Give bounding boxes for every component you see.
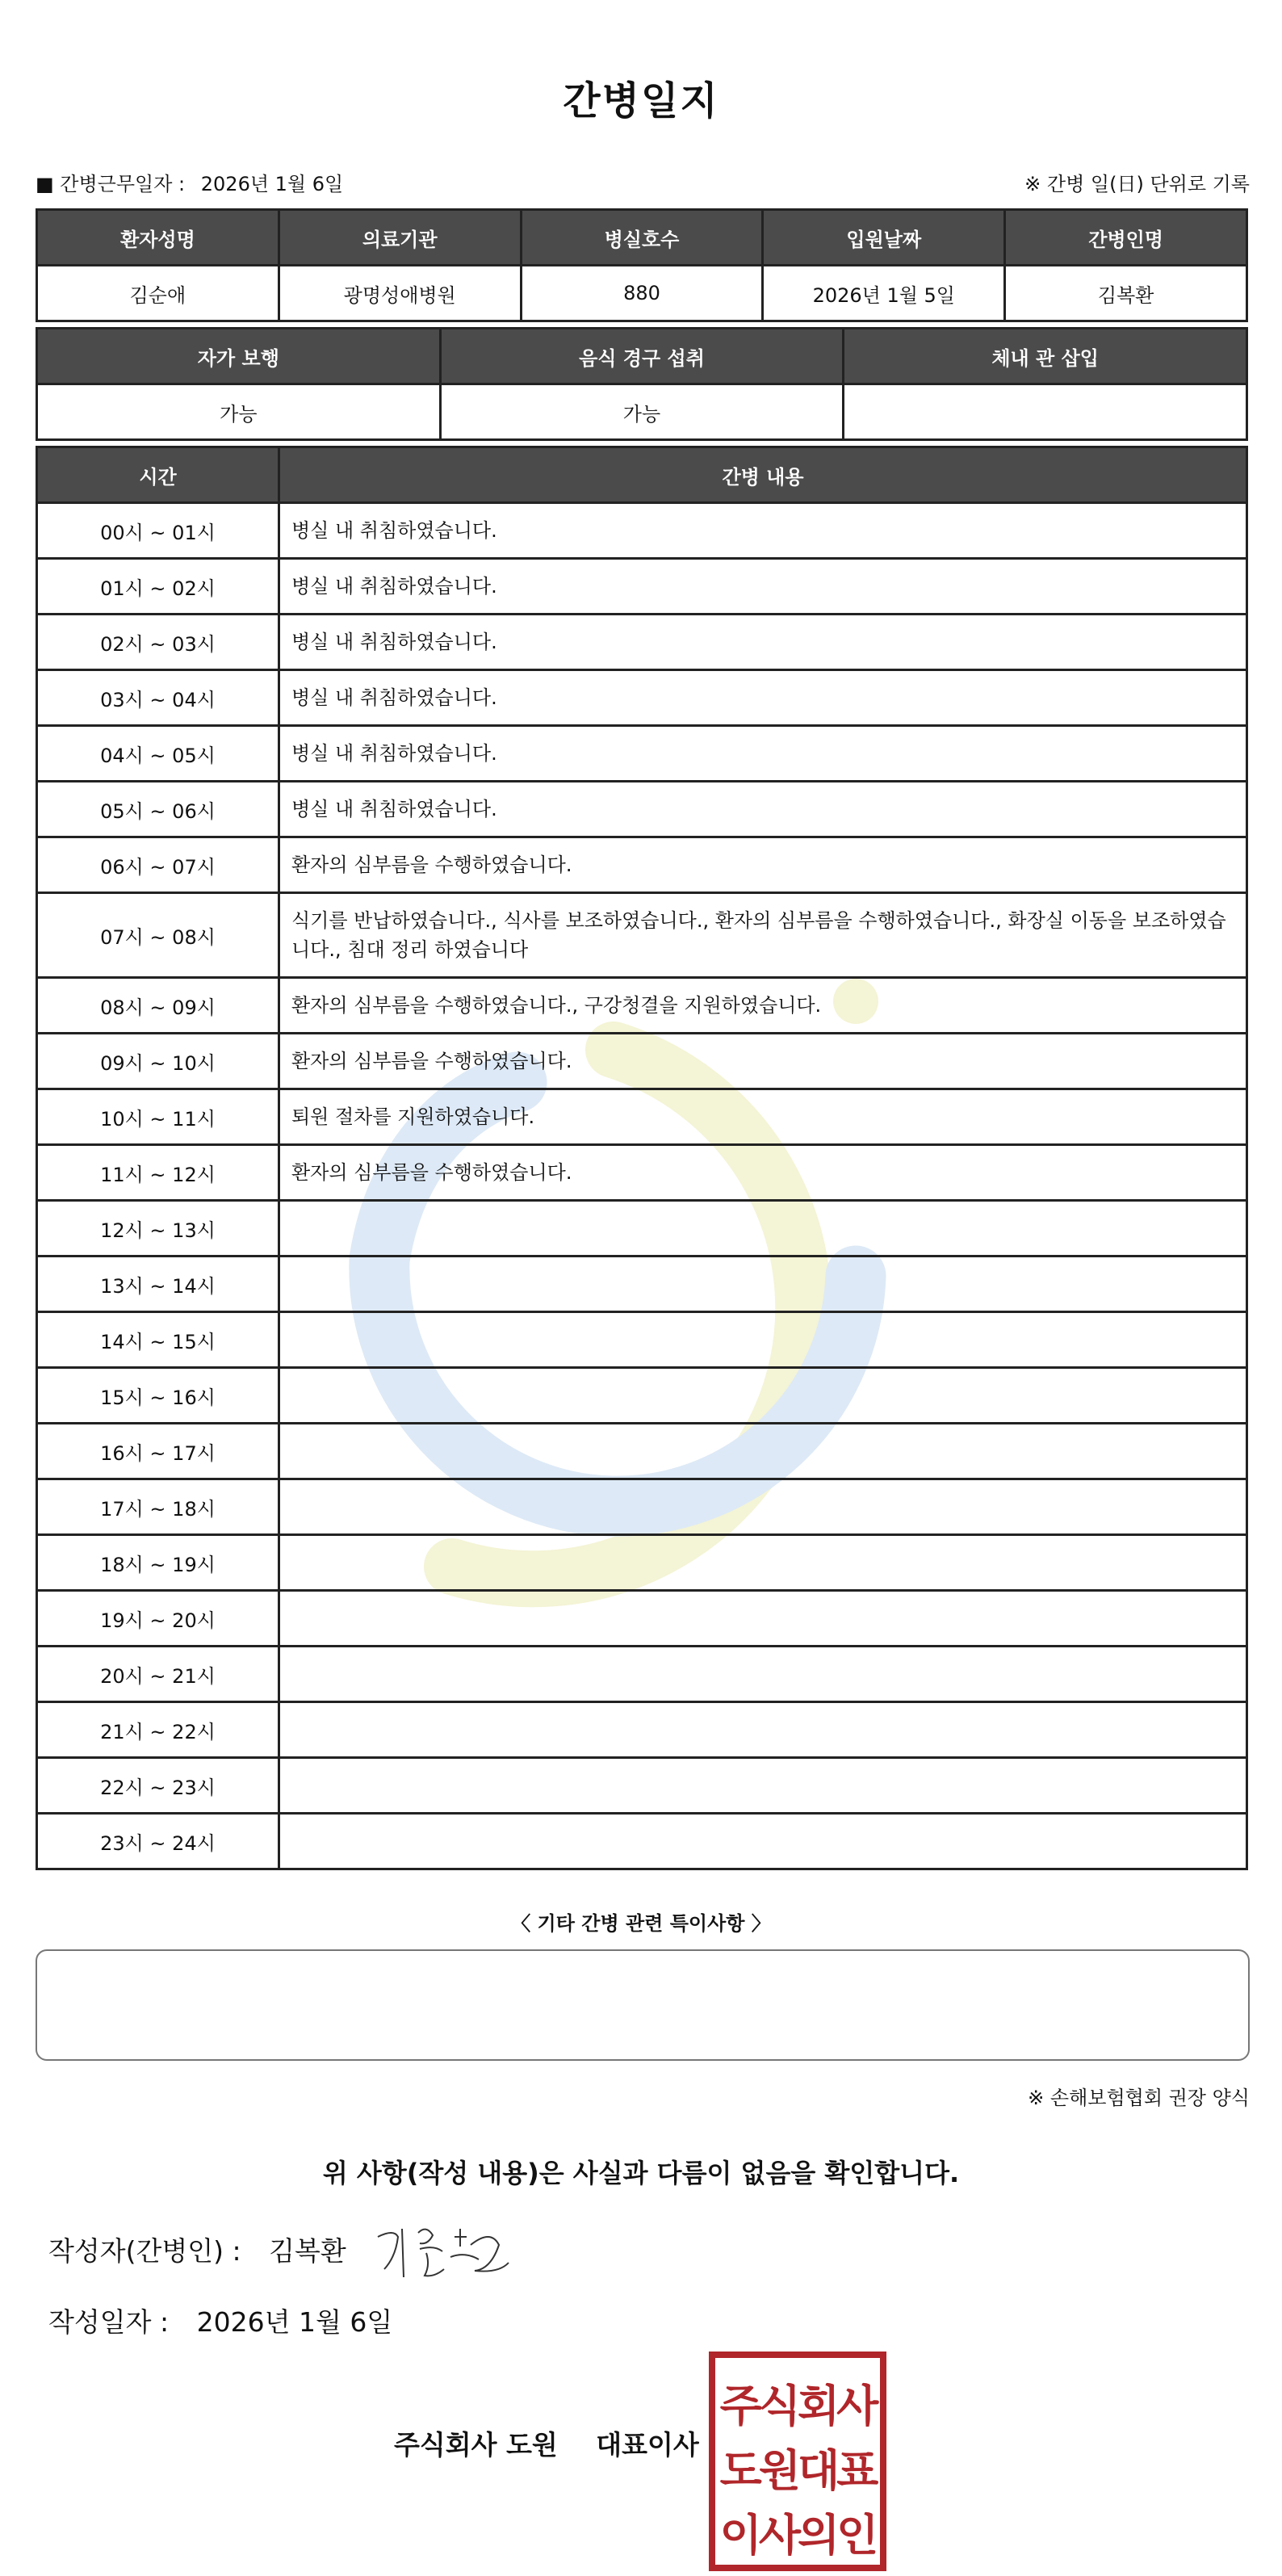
header-tube-insertion: 체내 관 삽입 xyxy=(844,329,1247,384)
written-date-line xyxy=(48,2301,392,2339)
header-room: 병실호수 xyxy=(521,210,763,266)
table-row xyxy=(37,1089,1247,1145)
room-number: 880 xyxy=(521,266,763,321)
table-row xyxy=(37,1814,1247,1869)
log-content xyxy=(279,1702,1247,1758)
header-self-walking: 자가 보행 xyxy=(37,329,441,384)
header-oral-intake: 음식 경구 섭취 xyxy=(440,329,844,384)
log-content xyxy=(279,1312,1247,1368)
seal-line-3: 이사의인 xyxy=(719,2510,876,2561)
log-content: 병실 내 취침하였습니다. xyxy=(279,559,1247,615)
company-role: 대표이사 xyxy=(596,2429,699,2461)
table-row xyxy=(37,615,1247,670)
log-content xyxy=(279,1591,1247,1647)
table-row xyxy=(37,1591,1247,1647)
header-admission-date: 입원날짜 xyxy=(763,210,1005,266)
log-time: 03시 ~ 04시 xyxy=(37,670,279,726)
table-row xyxy=(37,1479,1247,1535)
caregiver-name: 김복환 xyxy=(1005,266,1247,321)
log-content xyxy=(279,1201,1247,1257)
patient-info-table xyxy=(36,208,1248,322)
log-time: 22시 ~ 23시 xyxy=(37,1758,279,1814)
log-time: 11시 ~ 12시 xyxy=(37,1145,279,1201)
log-content: 환자의 심부름을 수행하였습니다., 구강청결을 지원하였습니다. xyxy=(279,978,1247,1034)
table-row xyxy=(37,1702,1247,1758)
seal-line-1: 주식회사 xyxy=(719,2381,876,2431)
table-row xyxy=(37,1312,1247,1368)
log-time: 19시 ~ 20시 xyxy=(37,1591,279,1647)
table-row xyxy=(37,1424,1247,1479)
company-name: 주식회사 도원 xyxy=(394,2429,558,2461)
log-time: 15시 ~ 16시 xyxy=(37,1368,279,1424)
header-care-content: 간병 내용 xyxy=(279,447,1247,503)
log-content xyxy=(279,1424,1247,1479)
patient-name: 김순애 xyxy=(37,266,279,321)
status-header-row xyxy=(37,329,1247,384)
notes-title: 〈 기타 간병 관련 특이사항 〉 xyxy=(511,1912,771,1935)
table-row xyxy=(37,1257,1247,1312)
admission-date: 2026년 1월 5일 xyxy=(763,266,1005,321)
log-time: 08시 ~ 09시 xyxy=(37,978,279,1034)
writer-name: 김복환 xyxy=(269,2235,346,2267)
log-content: 환자의 심부름을 수행하였습니다. xyxy=(279,837,1247,893)
log-time: 06시 ~ 07시 xyxy=(37,837,279,893)
log-content: 퇴원 절차를 지원하였습니다. xyxy=(279,1089,1247,1145)
recommend-note: ※ 손해보험협회 권장 양식 xyxy=(1028,2087,1250,2109)
log-time: 09시 ~ 10시 xyxy=(37,1034,279,1089)
log-time: 14시 ~ 15시 xyxy=(37,1312,279,1368)
header-caregiver-name: 간병인명 xyxy=(1005,210,1247,266)
table-row xyxy=(37,503,1247,559)
patient-info-header-row xyxy=(37,210,1247,266)
seal-line-2: 도원대표 xyxy=(719,2445,876,2496)
oral-intake-value: 가능 xyxy=(440,384,844,440)
confirm-statement: 위 사항(작성 내용)은 사실과 다름이 없음을 확인합니다. xyxy=(322,2158,960,2188)
handwritten-signature xyxy=(370,2213,515,2285)
patient-info-value-row xyxy=(37,266,1247,321)
page-title: 간병일지 xyxy=(563,78,719,124)
log-content xyxy=(279,1758,1247,1814)
work-date-value: 2026년 1월 6일 xyxy=(200,173,344,195)
unit-note: ※ 간병 일(日) 단위로 기록 xyxy=(1024,173,1250,195)
header-time: 시간 xyxy=(37,447,279,503)
log-time: 02시 ~ 03시 xyxy=(37,615,279,670)
writer-line xyxy=(48,2230,346,2268)
log-content: 식기를 반납하였습니다., 식사를 보조하였습니다., 환자의 심부름을 수행하였습니다., 화장실 이동을 보조하였습니다., 침대 정리 하였습니다 xyxy=(279,893,1247,978)
log-content: 병실 내 취침하였습니다. xyxy=(279,670,1247,726)
company-line xyxy=(394,2424,699,2462)
log-content xyxy=(279,1814,1247,1869)
log-time: 20시 ~ 21시 xyxy=(37,1647,279,1702)
table-row xyxy=(37,1535,1247,1591)
table-row xyxy=(37,837,1247,893)
table-row xyxy=(37,1647,1247,1702)
table-row xyxy=(37,978,1247,1034)
log-time: 21시 ~ 22시 xyxy=(37,1702,279,1758)
log-content: 병실 내 취침하였습니다. xyxy=(279,503,1247,559)
written-date-label: 작성일자 : xyxy=(48,2306,170,2338)
table-row xyxy=(37,1034,1247,1089)
care-log-header-row xyxy=(37,447,1247,503)
table-row xyxy=(37,893,1247,978)
log-time: 04시 ~ 05시 xyxy=(37,726,279,782)
log-content xyxy=(279,1535,1247,1591)
log-content: 환자의 심부름을 수행하였습니다. xyxy=(279,1145,1247,1201)
log-time: 07시 ~ 08시 xyxy=(37,893,279,978)
log-time: 00시 ~ 01시 xyxy=(37,503,279,559)
table-row xyxy=(37,1201,1247,1257)
tube-insertion-value xyxy=(844,384,1247,440)
log-time: 16시 ~ 17시 xyxy=(37,1424,279,1479)
log-content: 병실 내 취침하였습니다. xyxy=(279,615,1247,670)
self-walking-value: 가능 xyxy=(37,384,441,440)
log-content xyxy=(279,1479,1247,1535)
table-row xyxy=(37,670,1247,726)
table-row xyxy=(37,1758,1247,1814)
log-time: 18시 ~ 19시 xyxy=(37,1535,279,1591)
table-row xyxy=(37,1368,1247,1424)
log-time: 23시 ~ 24시 xyxy=(37,1814,279,1869)
patient-status-table xyxy=(36,327,1248,441)
log-time: 12시 ~ 13시 xyxy=(37,1201,279,1257)
log-content xyxy=(279,1647,1247,1702)
log-time: 05시 ~ 06시 xyxy=(37,782,279,837)
header-patient-name: 환자성명 xyxy=(37,210,279,266)
status-value-row xyxy=(37,384,1247,440)
hospital-name: 광명성애병원 xyxy=(279,266,521,321)
log-time: 13시 ~ 14시 xyxy=(37,1257,279,1312)
log-time: 10시 ~ 11시 xyxy=(37,1089,279,1145)
log-content: 병실 내 취침하였습니다. xyxy=(279,726,1247,782)
log-time: 01시 ~ 02시 xyxy=(37,559,279,615)
log-content: 병실 내 취침하였습니다. xyxy=(279,782,1247,837)
writer-label: 작성자(간병인) : xyxy=(48,2235,241,2267)
company-seal-stamp xyxy=(707,2350,888,2573)
work-date-label: ■ 간병근무일자 : xyxy=(36,173,186,195)
table-row xyxy=(37,782,1247,837)
work-date-line xyxy=(36,168,343,196)
notes-box xyxy=(36,1949,1250,2061)
log-content xyxy=(279,1257,1247,1312)
log-content: 환자의 심부름을 수행하였습니다. xyxy=(279,1034,1247,1089)
log-content xyxy=(279,1368,1247,1424)
log-time: 17시 ~ 18시 xyxy=(37,1479,279,1535)
table-row xyxy=(37,726,1247,782)
header-hospital: 의료기관 xyxy=(279,210,521,266)
table-row xyxy=(37,1145,1247,1201)
care-log-table xyxy=(36,446,1248,1870)
written-date: 2026년 1월 6일 xyxy=(196,2306,393,2338)
table-row xyxy=(37,559,1247,615)
